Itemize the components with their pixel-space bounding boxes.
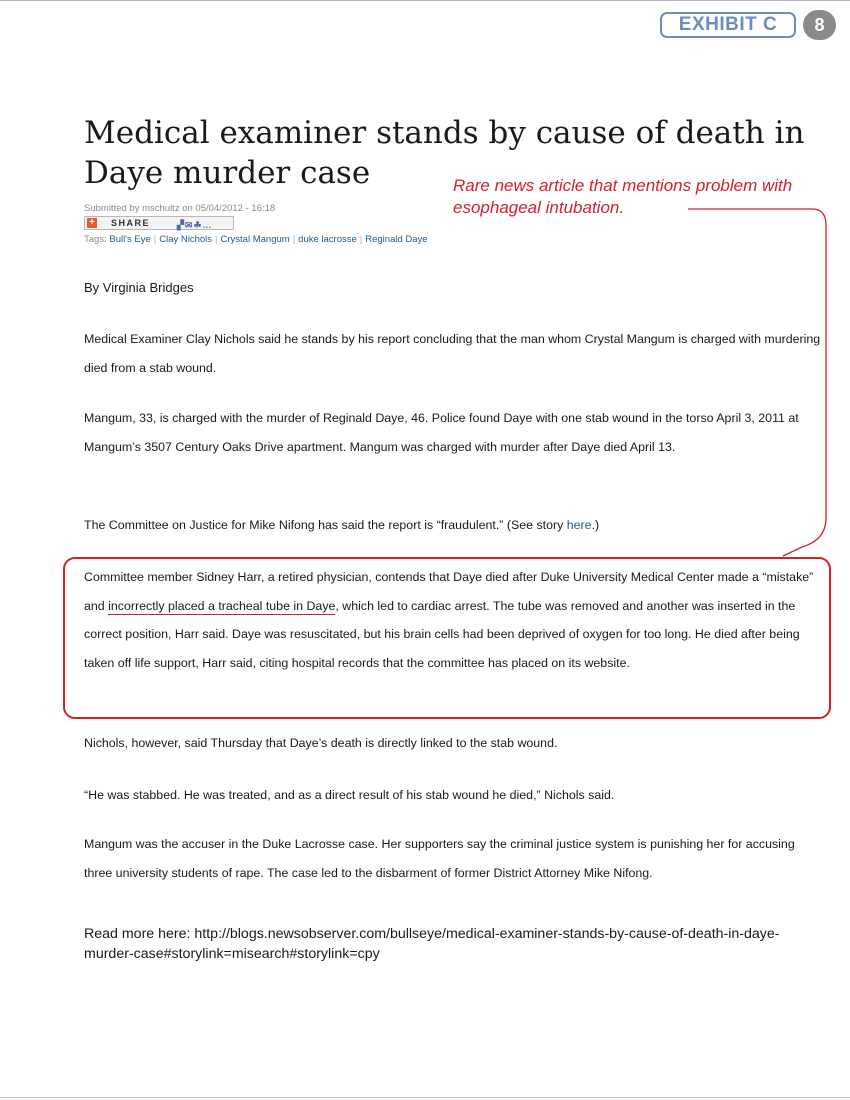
read-more-link[interactable]: Read more here: http://blogs.newsobserver.com/bullseye/medical-examiner-stands-by-cause-of-death-in-daye-murder-case#storylink=misearch#storylink=cpy bbox=[84, 926, 780, 962]
exhibit-label: EXHIBIT C bbox=[660, 12, 796, 38]
paragraph-3 bbox=[84, 511, 826, 540]
byline: By Virginia Bridges bbox=[84, 280, 194, 295]
tag-link-duke-lacrosse[interactable]: duke lacrosse bbox=[298, 234, 357, 245]
tags-label: Tags: bbox=[84, 234, 107, 245]
tag-link-crystal-mangum[interactable]: Crystal Mangum bbox=[220, 234, 290, 245]
paragraph-1: Medical Examiner Clay Nichols said he stands by his report concluding that the man whom Crystal Mangum is charged with murdering died from a stab wound. bbox=[84, 332, 821, 375]
top-border bbox=[0, 0, 850, 1]
paragraph-5: Nichols, however, said Thursday that Daye’s death is directly linked to the stab wound. bbox=[84, 736, 558, 750]
article-headline: Medical examiner stands by cause of death in Daye murder case bbox=[84, 115, 805, 191]
highlight-box bbox=[63, 557, 831, 719]
paragraph-3-tail: .) bbox=[591, 518, 600, 532]
paragraph-3-text: The Committee on Justice for Mike Nifong has said the report is “fraudulent.” (See story bbox=[84, 518, 567, 532]
tag-link-bulls-eye[interactable]: Bull's Eye bbox=[109, 234, 151, 245]
tags-row: Tags: Bull's Eye | Clay Nichols | Crystal Mangum | duke lacrosse | Reginald Daye bbox=[84, 234, 428, 245]
annotation-note: Rare news article that mentions problem with esophageal intubation. bbox=[453, 176, 793, 217]
paragraph-4-tail: , which led to cardiac arrest. The tube was removed and another was inserted in the correct position, Harr said. Daye was resuscitated, but his brain cells had been deprived of oxygen for too long. He died after being taken off life support, Harr said, citing hospital records that the committee has placed on its website. bbox=[84, 598, 800, 670]
underlined-phrase: incorrectly placed a tracheal tube in Daye bbox=[108, 598, 336, 613]
plus-icon: + bbox=[87, 218, 97, 228]
paragraph-4-text: Committee member Sidney Harr, a retired physician, contends that Daye died after Duke University Medical Center made a “mistake” and bbox=[84, 570, 814, 613]
share-label: SHARE bbox=[111, 218, 151, 228]
share-button[interactable] bbox=[84, 216, 234, 230]
paragraph-6: “He was stabbed. He was treated, and as a direct result of his stab wound he died,” Nichols said. bbox=[84, 788, 615, 802]
paragraph-7: Mangum was the accuser in the Duke Lacrosse case. Her supporters say the criminal justice system is punishing her for accusing three university students of rape. The case led to the disbarment of former District Attorney Mike Nifong. bbox=[84, 837, 795, 880]
social-icons: ▞✉☘… bbox=[177, 220, 213, 230]
tag-link-reginald-daye[interactable]: Reginald Daye bbox=[365, 234, 428, 245]
here-link[interactable]: here bbox=[566, 518, 592, 532]
bottom-border bbox=[0, 1097, 850, 1098]
page-number-badge: 8 bbox=[803, 10, 836, 40]
paragraph-2: Mangum, 33, is charged with the murder of Reginald Daye, 46. Police found Daye with one stab wound in the torso April 3, 2011 at Mangum’s 3507 Century Oaks Drive apartment. Mangum was charged with murder after Daye died April 13. bbox=[84, 411, 799, 454]
submitted-by-line: Submitted by mschultz on 05/04/2012 - 16:18 bbox=[84, 203, 276, 214]
tag-link-clay-nichols[interactable]: Clay Nichols bbox=[159, 234, 213, 245]
